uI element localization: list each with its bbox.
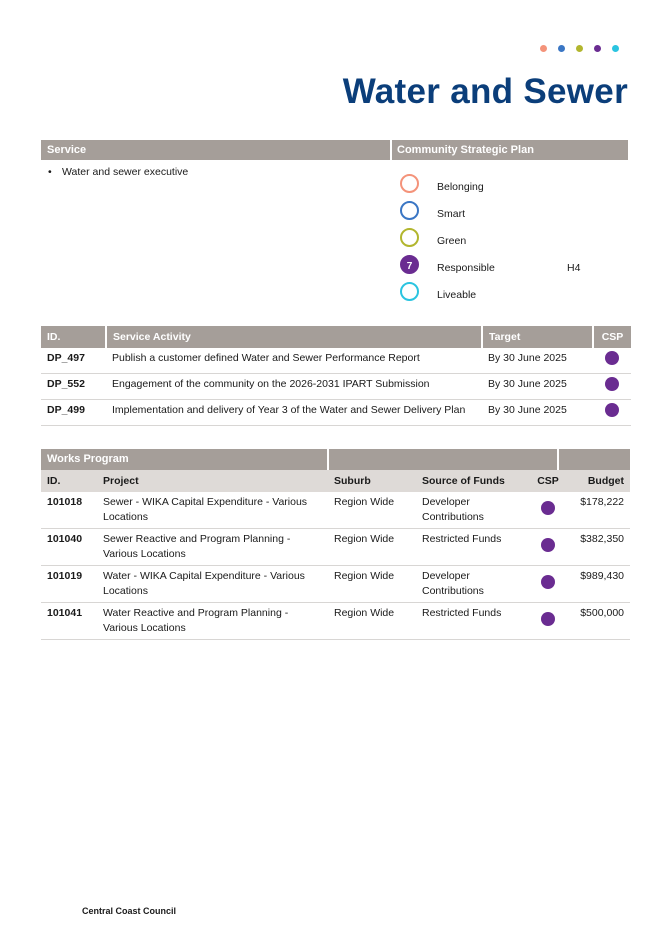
activity-csp <box>593 374 631 400</box>
project-id: 101041 <box>41 603 97 640</box>
column-header-budget: Budget <box>573 470 630 492</box>
works-program-header <box>41 449 630 470</box>
project-budget: $382,350 <box>573 529 630 566</box>
table-row <box>41 348 631 374</box>
project-id: 101040 <box>41 529 97 566</box>
service-item: Water and sewer executive <box>62 166 189 178</box>
header-divider <box>390 140 392 160</box>
project-suburb: Region Wide <box>328 492 416 529</box>
activity-description: Engagement of the community on the 2026-2031 IPART Submission <box>106 374 482 400</box>
column-header-target: Target <box>482 326 593 348</box>
csp-label: Responsible <box>437 262 495 274</box>
activity-target: By 30 June 2025 <box>482 374 593 400</box>
column-header-csp: CSP <box>593 326 631 348</box>
activity-target: By 30 June 2025 <box>482 348 593 374</box>
service-section-header <box>41 140 628 160</box>
activity-description: Publish a customer defined Water and Sewer Performance Report <box>106 348 482 374</box>
project-funds-source: Developer Contributions <box>416 492 523 529</box>
csp-dot-icon <box>541 501 555 515</box>
table-row <box>41 529 630 566</box>
dot-icon <box>594 45 601 52</box>
column-header-funds: Source of Funds <box>416 470 523 492</box>
page-title: Water and Sewer <box>342 72 628 111</box>
csp-code: H4 <box>567 262 581 274</box>
project-budget: $178,222 <box>573 492 630 529</box>
table-row <box>41 492 630 529</box>
csp-dot-icon <box>541 612 555 626</box>
project-suburb: Region Wide <box>328 529 416 566</box>
circle-icon: 7 <box>400 255 419 274</box>
csp-dot-icon <box>605 377 619 391</box>
column-header-id: ID. <box>41 470 97 492</box>
project-suburb: Region Wide <box>328 566 416 603</box>
column-header-suburb: Suburb <box>328 470 416 492</box>
csp-dot-icon <box>605 403 619 417</box>
circle-icon <box>400 228 419 247</box>
service-header: Service <box>47 144 87 156</box>
project-name: Water - WIKA Capital Expenditure - Various Locations <box>97 566 328 603</box>
project-csp <box>523 492 573 529</box>
column-header-activity: Service Activity <box>106 326 482 348</box>
project-funds-source: Restricted Funds <box>416 529 523 566</box>
csp-label: Green <box>437 235 467 247</box>
project-funds-source: Developer Contributions <box>416 566 523 603</box>
table-row <box>41 374 631 400</box>
csp-label: Belonging <box>437 181 484 193</box>
csp-dot-icon <box>541 575 555 589</box>
table-row <box>41 566 630 603</box>
activity-target: By 30 June 2025 <box>482 400 593 426</box>
service-bullet <box>48 166 188 178</box>
project-suburb: Region Wide <box>328 603 416 640</box>
activity-id: DP_499 <box>41 400 106 426</box>
project-name: Sewer Reactive and Program Planning - Various Locations <box>97 529 328 566</box>
csp-label: Smart <box>437 208 466 220</box>
service-activity-table <box>41 326 631 426</box>
project-funds-source: Restricted Funds <box>416 603 523 640</box>
bullet-point-icon: • <box>48 166 52 178</box>
header-divider <box>557 449 559 470</box>
project-csp <box>523 566 573 603</box>
works-program-title: Works Program <box>47 453 129 465</box>
csp-label: Liveable <box>437 289 477 301</box>
project-id: 101019 <box>41 566 97 603</box>
dot-icon <box>540 45 547 52</box>
project-csp <box>523 529 573 566</box>
circle-icon <box>400 201 419 220</box>
activity-id: DP_552 <box>41 374 106 400</box>
activity-id: DP_497 <box>41 348 106 374</box>
csp-header: Community Strategic Plan <box>397 144 534 156</box>
dot-icon <box>576 45 583 52</box>
column-header-csp: CSP <box>523 470 573 492</box>
activity-description: Implementation and delivery of Year 3 of the Water and Sewer Delivery Plan <box>106 400 482 426</box>
project-budget: $500,000 <box>573 603 630 640</box>
activity-csp <box>593 400 631 426</box>
project-budget: $989,430 <box>573 566 630 603</box>
column-header-id: ID. <box>41 326 106 348</box>
activity-csp <box>593 348 631 374</box>
project-csp <box>523 603 573 640</box>
works-program-table <box>41 470 630 640</box>
column-header-project: Project <box>97 470 328 492</box>
table-row <box>41 603 630 640</box>
circle-icon <box>400 282 419 301</box>
csp-dot-icon <box>605 351 619 365</box>
dot-icon <box>558 45 565 52</box>
header-divider <box>327 449 329 470</box>
decorative-dots <box>540 45 619 52</box>
csp-dot-icon <box>541 538 555 552</box>
project-id: 101018 <box>41 492 97 529</box>
circle-icon <box>400 174 419 193</box>
footer-organisation: Central Coast Council <box>82 906 177 916</box>
table-row <box>41 400 631 426</box>
project-name: Sewer - WIKA Capital Expenditure - Various Locations <box>97 492 328 529</box>
project-name: Water Reactive and Program Planning - Various Locations <box>97 603 328 640</box>
dot-icon <box>612 45 619 52</box>
